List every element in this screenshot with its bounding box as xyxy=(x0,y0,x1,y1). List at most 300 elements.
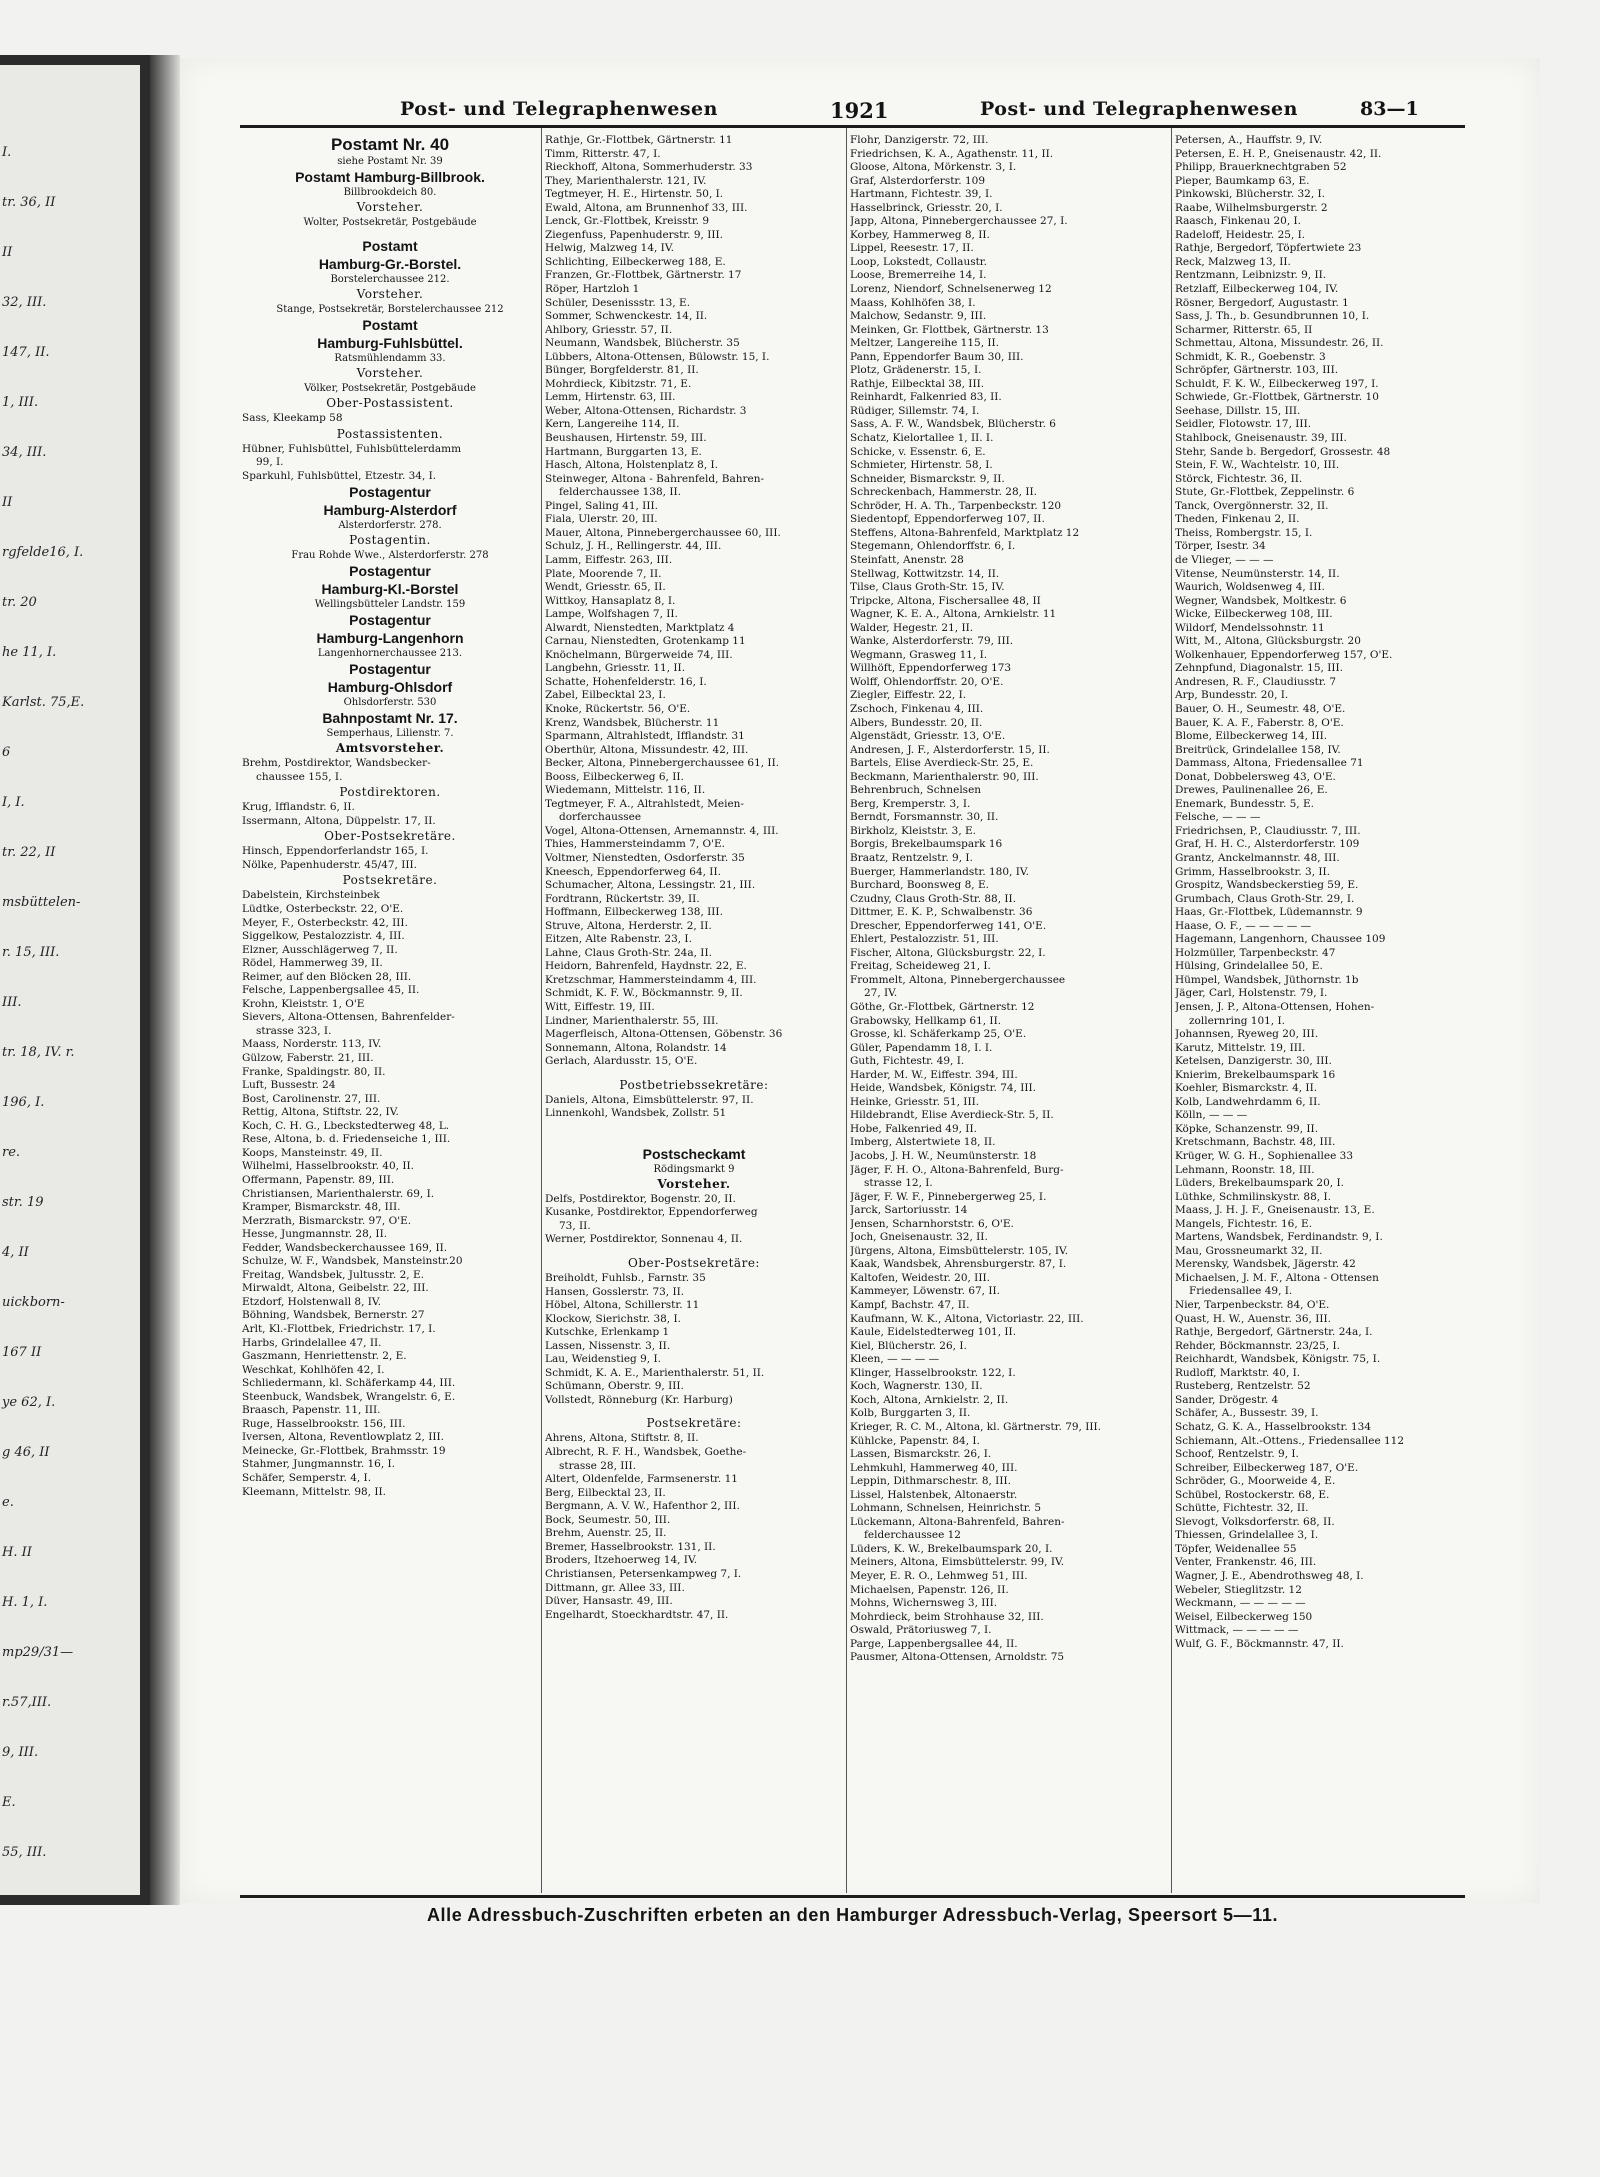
directory-entry: Merzrath, Bismarckstr. 97, O'E. xyxy=(242,1214,412,1227)
directory-entry: Schröder, G., Moorweide 4, E. xyxy=(1175,1475,1336,1488)
office-heading: Hamburg-Kl.-Borstel xyxy=(321,581,459,598)
directory-entry: Ziegenfuss, Papenhuderstr. 9, III. xyxy=(545,228,723,241)
directory-entry: Loose, Bremerreihe 14, I. xyxy=(850,269,987,282)
directory-entry: Michaelsen, J. M. F., Altona - Ottensen xyxy=(1175,1271,1379,1284)
directory-entry: de Vlieger, — — — xyxy=(1175,553,1274,566)
directory-entry: Ahrens, Altona, Stiftstr. 8, II. xyxy=(545,1432,699,1445)
column-separator xyxy=(541,128,542,1893)
directory-entry: Böhning, Wandsbek, Bernerstr. 27 xyxy=(242,1309,425,1322)
directory-entry: Quast, H. W., Auenstr. 36, III. xyxy=(1175,1312,1332,1325)
directory-entry: Imberg, Alstertwiete 18, II. xyxy=(850,1136,996,1149)
directory-entry: Kammeyer, Löwenstr. 67, II. xyxy=(850,1285,1000,1298)
directory-entry: Kühlcke, Papenstr. 84, I. xyxy=(850,1434,980,1447)
directory-entry: 99, I. xyxy=(256,456,284,469)
directory-entry: Holzmüller, Tarpenbeckstr. 47 xyxy=(1175,946,1336,959)
directory-entry: Wanke, Alsterdorferstr. 79, III. xyxy=(850,635,1014,648)
directory-entry: Rathje, Eilbecktal 38, III. xyxy=(850,377,985,390)
directory-entry: Parge, Lappenbergsallee 44, II. xyxy=(850,1637,1018,1650)
office-heading: Hamburg-Fuhlsbüttel. xyxy=(317,335,463,351)
column-separator xyxy=(1171,128,1172,1893)
directory-entry: Sonnemann, Altona, Rolandstr. 14 xyxy=(545,1041,727,1054)
directory-entry: Krohn, Kleiststr. 1, O'E xyxy=(242,997,365,1010)
directory-entry: Sievers, Altona-Ottensen, Bahrenfelder- xyxy=(242,1011,455,1024)
directory-entry: Andresen, R. F., Claudiusstr. 7 xyxy=(1175,675,1337,688)
directory-entry: Stellwag, Kottwitzstr. 14, II. xyxy=(850,567,1000,580)
directory-entry: Törper, Isestr. 34 xyxy=(1175,540,1266,553)
directory-entry: Rathje, Bergedorf, Töpfertwiete 23 xyxy=(1175,242,1362,255)
directory-entry: Pinkowski, Blücherstr. 32, I. xyxy=(1175,188,1326,201)
header-rule xyxy=(240,125,1465,128)
directory-entry: Bartels, Elise Averdieck-Str. 25, E. xyxy=(850,757,1034,770)
directory-entry: Töpfer, Weidenallee 55 xyxy=(1175,1542,1297,1555)
directory-entry: Langbehn, Griesstr. 11, II. xyxy=(545,662,686,675)
directory-entry: Brehm, Auenstr. 25, II. xyxy=(545,1527,667,1540)
directory-entry: Thies, Hammersteindamm 7, O'E. xyxy=(545,838,725,851)
directory-entry: Arlt, Kl.-Flottbek, Friedrichstr. 17, I. xyxy=(242,1322,436,1335)
directory-entry: Lahne, Claus Groth-Str. 24a, II. xyxy=(545,946,712,959)
directory-entry: Albrecht, R. F. H., Wandsbek, Goethe- xyxy=(545,1446,747,1459)
office-heading: Postagentur xyxy=(349,612,431,629)
directory-entry: Wulf, G. F., Böckmannstr. 47, II. xyxy=(1175,1637,1344,1650)
directory-entry: Schumacher, Altona, Lessingstr. 21, III. xyxy=(545,879,756,892)
directory-entry: Hinsch, Eppendorferlandstr 165, I. xyxy=(242,845,429,858)
role-heading: Vorsteher. xyxy=(356,366,424,380)
directory-entry: Witt, M., Altona, Glücksburgstr. 20 xyxy=(1175,635,1361,648)
left-page-fragment: re. xyxy=(2,1145,21,1160)
directory-entry: Grabowsky, Hellkamp 61, II. xyxy=(850,1014,1002,1027)
directory-entry: Lübbers, Altona-Ottensen, Bülowstr. 15, I. xyxy=(545,350,770,363)
office-heading: Postagentur xyxy=(349,563,431,580)
directory-entry: Plate, Moorende 7, II. xyxy=(545,567,662,580)
directory-entry: Werner, Postdirektor, Sonnenau 4, II. xyxy=(545,1233,743,1246)
left-page-fragment: 32, III. xyxy=(2,295,47,310)
spacer xyxy=(545,1069,843,1077)
directory-entry: Philipp, Brauerknechtgraben 52 xyxy=(1175,161,1347,174)
directory-entry: Martens, Wandsbek, Ferdinandstr. 9, I. xyxy=(1175,1231,1383,1244)
directory-entry: Sass, A. F. W., Wandsbek, Blücherstr. 6 xyxy=(850,418,1056,431)
directory-entry: Schäfer, A., Bussestr. 39, I. xyxy=(1175,1407,1319,1420)
office-address: Alsterdorferstr. 278. xyxy=(338,520,442,532)
directory-entry: Koch, Wagnerstr. 130, II. xyxy=(850,1380,983,1393)
directory-entry: Breitrück, Grindelallee 158, IV. xyxy=(1175,743,1341,756)
directory-entry: Krenz, Wandsbek, Blücherstr. 11 xyxy=(545,716,720,729)
directory-entry: Raabe, Wilhelmsburgerstr. 2 xyxy=(1175,201,1328,214)
directory-entry: Steinfatt, Anenstr. 28 xyxy=(850,553,964,566)
directory-entry: Pann, Eppendorfer Baum 30, III. xyxy=(850,350,1024,363)
directory-entry: Iversen, Altona, Reventlowplatz 2, III. xyxy=(242,1431,445,1444)
directory-entry: strasse 12, I. xyxy=(864,1177,933,1190)
directory-entry: Bremer, Hasselbrookstr. 131, II. xyxy=(545,1540,716,1553)
directory-entry: Hasch, Altona, Holstenplatz 8, I. xyxy=(545,459,718,472)
directory-entry: Kneesch, Eppendorferweg 64, II. xyxy=(545,865,721,878)
directory-entry: Kaltofen, Weidestr. 20, III. xyxy=(850,1271,990,1284)
directory-entry: Vitense, Neumünsterstr. 14, II. xyxy=(1175,567,1340,580)
role-heading: Postagentin. xyxy=(349,533,431,548)
directory-entry: Stahlbock, Gneisenaustr. 39, III. xyxy=(1175,432,1347,445)
directory-entry: Rettig, Altona, Stiftstr. 22, IV. xyxy=(242,1106,399,1119)
directory-entry: Daniels, Altona, Eimsbüttelerstr. 97, II. xyxy=(545,1093,754,1106)
office-heading: Hamburg-Langenhorn xyxy=(316,630,464,647)
role-heading: Postbetriebssekretäre: xyxy=(619,1077,769,1092)
directory-entry: Jacobs, J. H. W., Neumünsterstr. 18 xyxy=(850,1150,1037,1163)
directory-entry: zollernring 101, I. xyxy=(1189,1014,1285,1027)
directory-entry: strasse 323, I. xyxy=(256,1024,332,1037)
directory-entry: Wegner, Wandsbek, Moltkestr. 6 xyxy=(1175,594,1347,607)
office-address: Semperhaus, Lilienstr. 7. xyxy=(326,728,454,740)
directory-entry: Borgis, Brekelbaumspark 16 xyxy=(850,838,1003,851)
left-page-fragment: tr. 22, II xyxy=(2,845,56,860)
directory-entry: Zschoch, Finkenau 4, III. xyxy=(850,702,984,715)
directory-entry: Kampf, Bachstr. 47, II. xyxy=(850,1299,970,1312)
directory-entry: Nier, Tarpenbeckstr. 84, O'E. xyxy=(1175,1299,1330,1312)
spacer xyxy=(545,1137,843,1145)
directory-entry: Jäger, Carl, Holstenstr. 79, I. xyxy=(1175,987,1328,1000)
directory-entry: Loop, Lokstedt, Collaustr. xyxy=(850,255,988,268)
left-page-fragment: ye 62, I. xyxy=(2,1395,56,1410)
directory-entry: Sommer, Schwenckestr. 14, II. xyxy=(545,310,708,323)
directory-entry: Schmieter, Hirtenstr. 58, I. xyxy=(850,459,993,472)
directory-entry: Schulze, W. F., Wandsbek, Mansteinstr.20 xyxy=(242,1255,463,1268)
left-page-fragment: r.57,III. xyxy=(2,1695,52,1710)
directory-entry: Pieper, Baumkamp 63, E. xyxy=(1175,174,1310,187)
spacer xyxy=(545,1121,843,1129)
directory-entry: Schröpfer, Gärtnerstr. 103, III. xyxy=(1175,364,1339,377)
left-page-fragment: 196, I. xyxy=(2,1095,45,1110)
header-right-title: Post- und Telegraphenwesen xyxy=(980,98,1298,120)
directory-entry: Ewald, Altona, am Brunnenhof 33, III. xyxy=(545,201,748,214)
left-page-fragment: mp29/31— xyxy=(2,1645,74,1660)
directory-entry: Freitag, Scheideweg 21, I. xyxy=(850,960,991,973)
role-heading: Postsekretäre: xyxy=(646,1416,742,1431)
directory-entry: Harder, M. W., Eiffestr. 394, III. xyxy=(850,1068,1018,1081)
office-heading: Postscheckamt xyxy=(642,1145,746,1162)
left-page-fragment: 55, III. xyxy=(2,1845,47,1860)
directory-entry: Lehmkuhl, Hammerweg 40, III. xyxy=(850,1461,1018,1474)
directory-entry: Harbs, Grindelallee 47, II. xyxy=(242,1336,382,1349)
directory-entry: Friedensallee 49, I. xyxy=(1189,1285,1293,1298)
directory-entry: Wittmack, — — — — — xyxy=(1175,1624,1299,1637)
directory-entry: Rusteberg, Rentzelstr. 52 xyxy=(1175,1380,1311,1393)
directory-entry: Venter, Frankenstr. 46, III. xyxy=(1175,1556,1317,1569)
left-page-fragment: 147, II. xyxy=(2,345,50,360)
directory-entry: Lemm, Hirtenstr. 63, III. xyxy=(545,391,676,404)
directory-entry: Albers, Bundesstr. 20, II. xyxy=(850,716,983,729)
directory-entry: Leppin, Dithmarschestr. 8, III. xyxy=(850,1475,1011,1488)
role-heading: Postdirektoren. xyxy=(339,785,441,800)
directory-entry: Schuldt, F. K. W., Eilbeckerweg 197, I. xyxy=(1175,377,1379,390)
directory-entry: Jäger, F. H. O., Altona-Bahrenfeld, Burg- xyxy=(850,1163,1064,1176)
directory-entry: Lüdtke, Osterbeckstr. 22, O'E. xyxy=(242,903,404,916)
directory-entry: Ziegler, Eiffestr. 22, I. xyxy=(850,689,967,702)
directory-entry: Rehder, Böckmannstr. 23/25, I. xyxy=(1175,1339,1340,1352)
directory-entry: Retzlaff, Eilbeckerweg 104, IV. xyxy=(1175,283,1339,296)
directory-entry: Malchow, Sedanstr. 9, III. xyxy=(850,310,987,323)
directory-entry: Flohr, Danzigerstr. 72, III. xyxy=(850,134,989,146)
left-page-fragment: I, I. xyxy=(2,795,25,810)
directory-entry: Dittmer, E. K. P., Schwalbenstr. 36 xyxy=(850,906,1033,919)
directory-entry: Bergmann, A. V. W., Hafenthor 2, III. xyxy=(545,1500,740,1513)
directory-entry: Broders, Itzehoerweg 14, IV. xyxy=(545,1554,698,1567)
directory-entry: Witt, Eiffestr. 19, III. xyxy=(545,1001,655,1013)
directory-entry: Mangels, Fichtestr. 16, E. xyxy=(1175,1217,1313,1230)
directory-entry: Knierim, Brekelbaumspark 16 xyxy=(1175,1068,1336,1081)
directory-entry: Tanck, Overgönnerstr. 32, II. xyxy=(1175,499,1329,512)
left-page-fragment: he 11, I. xyxy=(2,645,57,660)
office-heading: Postamt xyxy=(362,238,418,254)
directory-entry: Meiners, Altona, Eimsbüttelerstr. 99, IV. xyxy=(850,1556,1065,1569)
directory-entry: 27, IV. xyxy=(864,987,898,1000)
directory-entry: Zehnpfund, Diagonalstr. 15, III. xyxy=(1175,662,1343,675)
directory-entry: Lampe, Wolfshagen 7, II. xyxy=(545,608,678,621)
directory-entry: Kleemann, Mittelstr. 98, II. xyxy=(242,1485,386,1498)
directory-entry: Ruge, Hasselbrookstr. 156, III. xyxy=(242,1417,406,1430)
directory-entry: Schmidt, K. F. W., Böckmannstr. 9, II. xyxy=(545,987,743,1000)
directory-entry: Rathje, Bergedorf, Gärtnerstr. 24a, I. xyxy=(1175,1326,1373,1339)
office-address: Wellingsbütteler Landstr. 159 xyxy=(314,599,466,611)
directory-entry: Fiala, Ulerstr. 20, III. xyxy=(545,513,658,526)
directory-entry: Lüders, Brekelbaumspark 20, I. xyxy=(1175,1177,1344,1190)
directory-entry: Schatte, Hohenfelderstr. 16, I. xyxy=(545,675,707,688)
directory-entry: Blome, Eilbeckerweg 14, III. xyxy=(1175,730,1328,743)
directory-entry: Tilse, Claus Groth-Str. 15, IV. xyxy=(850,581,1005,594)
left-page-fragment: 34, III. xyxy=(2,445,47,460)
directory-entry: Reimer, auf den Blöcken 28, III. xyxy=(242,970,412,983)
directory-entry: Lenck, Gr.-Flottbek, Kreisstr. 9 xyxy=(545,215,710,228)
directory-entry: Behrenbruch, Schnelsen xyxy=(850,784,982,797)
directory-entry: Pingel, Saling 41, III. xyxy=(545,499,658,512)
directory-entry: Fordtrann, Rückertstr. 39, II. xyxy=(545,892,700,905)
directory-entry: Schulz, J. H., Rellingerstr. 44, III. xyxy=(545,540,722,553)
directory-entry: Linnenkohl, Wandsbek, Zollstr. 51 xyxy=(545,1107,727,1120)
directory-entry: Graf, Alsterdorferstr. 109 xyxy=(850,174,986,187)
directory-entry: Theiss, Rombergstr. 15, I. xyxy=(1175,526,1313,539)
office-heading: Postamt Hamburg-Billbrook. xyxy=(295,169,485,185)
directory-entry: Wolff, Ohlendorffstr. 20, O'E. xyxy=(850,675,1004,688)
office-heading: Hamburg-Alsterdorf xyxy=(323,502,457,519)
directory-entry: Japp, Altona, Pinnebergerchaussee 27, I. xyxy=(850,215,1068,228)
left-page-fragment: r. 15, III. xyxy=(2,945,60,960)
directory-entry: Schicke, v. Essenstr. 6, E. xyxy=(850,445,986,458)
directory-entry: Hansen, Gosslerstr. 73, II. xyxy=(545,1285,685,1298)
directory-entry: Willhöft, Eppendorferweg 173 xyxy=(850,662,1012,675)
left-page-fragment: II xyxy=(2,245,13,260)
directory-entry: Neumann, Wandsbek, Blücherstr. 35 xyxy=(545,337,740,350)
directory-entry: Stehr, Sande b. Bergedorf, Grossestr. 48 xyxy=(1175,445,1391,458)
directory-entry: Karutz, Mittelstr. 19, III. xyxy=(1175,1041,1306,1054)
directory-entry: Schüler, Desenissstr. 13, E. xyxy=(545,296,691,309)
directory-entry: Waurich, Woldsenweg 4, III. xyxy=(1175,581,1325,594)
directory-entry: Göthe, Gr.-Flottbek, Gärtnerstr. 12 xyxy=(850,1001,1035,1013)
directory-entry: Felsche, — — — xyxy=(1175,811,1261,824)
directory-entry: Störck, Fichtestr. 36, II. xyxy=(1175,472,1303,485)
directory-entry: Graf, H. H. C., Alsterdorferstr. 109 xyxy=(1175,838,1360,851)
directory-entry: Bock, Seumestr. 50, III. xyxy=(545,1513,671,1526)
directory-entry: Ahlbory, Griesstr. 57, II. xyxy=(545,323,673,336)
directory-entry: Mirwaldt, Altona, Geibelstr. 22, III. xyxy=(242,1282,429,1295)
directory-entry: Helwig, Malzweg 14, IV. xyxy=(545,242,674,255)
directory-entry: Weckmann, — — — — — xyxy=(1175,1597,1306,1610)
directory-entry: Kaak, Wandsbek, Ahrensburgerstr. 87, I. xyxy=(850,1258,1067,1271)
directory-entry: Maass, Kohlhöfen 38, I. xyxy=(850,296,976,309)
directory-entry: Lassen, Bismarckstr. 26, I. xyxy=(850,1448,992,1461)
directory-entry: Grospitz, Wandsbeckerstieg 59, E. xyxy=(1175,879,1359,892)
directory-entry: Merensky, Wandsbek, Jägerstr. 42 xyxy=(1175,1258,1356,1271)
directory-entry: Steinweger, Altona - Bahrenfeld, Bahren- xyxy=(545,472,765,485)
directory-entry: Drescher, Eppendorferweg 141, O'E. xyxy=(850,919,1047,932)
office-address: Rödingsmarkt 9 xyxy=(653,1163,735,1175)
left-page-fragment: I. xyxy=(2,145,12,160)
directory-entry: Schneider, Bismarckstr. 9, II. xyxy=(850,472,1005,485)
directory-entry: Köpke, Schanzenstr. 99, II. xyxy=(1175,1122,1319,1135)
directory-entry: Lohmann, Schnelsen, Heinrichstr. 5 xyxy=(850,1502,1042,1515)
directory-entry: Maass, Norderstr. 113, IV. xyxy=(242,1038,382,1051)
directory-entry: Haase, O. F., — — — — — xyxy=(1175,919,1312,932)
directory-entry: Rösner, Bergedorf, Augustastr. 1 xyxy=(1175,296,1349,309)
directory-entry: Frommelt, Altona, Pinnebergerchaussee xyxy=(850,973,1066,986)
directory-entry: Lassen, Nissenstr. 3, II. xyxy=(545,1339,671,1352)
directory-entry: Hümpel, Wandsbek, Jüthornstr. 1b xyxy=(1175,973,1359,986)
directory-entry: Eitzen, Alte Rabenstr. 23, I. xyxy=(545,933,692,946)
spacer xyxy=(545,1247,843,1255)
directory-entry: Kaufmann, W. K., Altona, Victoriastr. 22, III. xyxy=(850,1312,1084,1325)
directory-entry: Schütte, Fichtestr. 32, II. xyxy=(1175,1502,1309,1515)
directory-entry: Rüdiger, Sillemstr. 74, I. xyxy=(850,404,980,417)
left-page-fragment: tr. 20 xyxy=(2,595,37,610)
directory-entry: Jensen, J. P., Altona-Ottensen, Hohen- xyxy=(1175,1001,1375,1013)
directory-entry: Rentzmann, Leibnizstr. 9, II. xyxy=(1175,269,1327,282)
directory-entry: Lückemann, Altona-Bahrenfeld, Bahren- xyxy=(850,1515,1065,1528)
directory-entry: Schmidt, K. R., Goebenstr. 3 xyxy=(1175,350,1326,363)
directory-entry: Seidler, Flotowstr. 17, III. xyxy=(1175,418,1312,431)
directory-entry: Lüthke, Schmilinskystr. 88, I. xyxy=(1175,1190,1331,1203)
directory-entry: Vogel, Altona-Ottensen, Arnemannstr. 4, III. xyxy=(545,824,779,837)
directory-entry: Mohrdieck, beim Strohhause 32, III. xyxy=(850,1610,1044,1623)
left-page-fragment: 6 xyxy=(2,745,11,760)
office-address: Frau Rohde Wwe., Alsterdorferstr. 278 xyxy=(291,550,489,562)
directory-entry: Beckmann, Marienthalerstr. 90, III. xyxy=(850,770,1039,783)
directory-entry: Kiel, Blücherstr. 26, I. xyxy=(850,1339,967,1352)
directory-entry: 73, II. xyxy=(559,1219,591,1232)
directory-entry: Petersen, E. H. P., Gneisenaustr. 42, II. xyxy=(1175,147,1382,160)
directory-entry: Schoof, Rentzelstr. 9, I. xyxy=(1175,1448,1299,1461)
directory-entry: Magerfleisch, Altona-Ottensen, Göbenstr. 36 xyxy=(545,1028,783,1041)
directory-entry: Stein, F. W., Wachtelstr. 10, III. xyxy=(1175,459,1340,472)
office-address: Ohlsdorferstr. 530 xyxy=(343,697,437,709)
directory-entry: Tripcke, Altona, Fischersallee 48, II xyxy=(850,594,1041,607)
left-page-fragment: 1, III. xyxy=(2,395,39,410)
directory-entry: Kern, Langereihe 114, II. xyxy=(545,418,680,431)
directory-entry: Kölln, — — — xyxy=(1175,1109,1248,1122)
directory-entry: Rese, Altona, b. d. Friedenseiche 1, III. xyxy=(242,1133,451,1146)
directory-entry: Hoffmann, Eilbeckerweg 138, III. xyxy=(545,906,723,919)
directory-entry: Heide, Wandsbek, Königstr. 74, III. xyxy=(850,1082,1037,1095)
left-page-fragment: tr. 36, II xyxy=(2,195,56,210)
spacer xyxy=(545,1407,843,1415)
directory-entry: Ketelsen, Danzigerstr. 30, III. xyxy=(1175,1055,1332,1068)
directory-entry: Tegtmeyer, H. E., Hirtenstr. 50, I. xyxy=(545,188,724,201)
role-heading: Vorsteher. xyxy=(356,287,424,301)
office-address: Billbrookdeich 80. xyxy=(343,187,437,198)
directory-entry: Brehm, Postdirektor, Wandsbecker- xyxy=(242,757,431,770)
directory-entry: Hübner, Fuhlsbüttel, Fuhlsbüttelerdamm xyxy=(242,442,462,455)
directory-entry: Lamm, Eiffestr. 263, III. xyxy=(545,553,673,566)
directory-entry: Gülzow, Faberstr. 21, III. xyxy=(242,1052,374,1065)
office-address: Borstelerchaussee 212. xyxy=(330,274,450,285)
directory-entry: Donat, Dobbelersweg 43, O'E. xyxy=(1175,770,1336,783)
left-page-fragment: g 46, II xyxy=(2,1445,50,1460)
directory-entry: Czudny, Claus Groth-Str. 88, II. xyxy=(850,892,1017,905)
role-heading: Ober-Postassistent. xyxy=(326,396,454,410)
directory-entry: Franke, Spaldingstr. 80, II. xyxy=(242,1065,386,1078)
directory-entry: Berg, Kremperstr. 3, I. xyxy=(850,797,971,810)
directory-entry: Nölke, Papenhuderstr. 45/47, III. xyxy=(242,858,418,871)
directory-entry: Sass, Kleekamp 58 xyxy=(242,412,343,424)
directory-entry: Thiessen, Grindelallee 3, I. xyxy=(1175,1529,1319,1542)
directory-entry: Timm, Ritterstr. 47, I. xyxy=(545,147,661,160)
directory-entry: Carnau, Nienstedten, Grotenkamp 11 xyxy=(545,635,746,648)
directory-entry: Andresen, J. F., Alsterdorferstr. 15, II. xyxy=(850,743,1050,756)
directory-entry: Raasch, Finkenau 20, I. xyxy=(1175,215,1301,228)
directory-entry: Wagner, J. E., Abendrothsweg 48, I. xyxy=(1175,1569,1364,1582)
directory-entry: dorferchaussee xyxy=(559,811,642,824)
directory-entry: Zabel, Eilbecktal 23, I. xyxy=(545,689,666,702)
office-heading: Postamt Nr. 40 xyxy=(330,135,450,154)
page-fold-shadow xyxy=(150,55,180,1905)
directory-entry: Hobe, Falkenried 49, II. xyxy=(850,1122,977,1135)
directory-entry: Theden, Finkenau 2, II. xyxy=(1175,513,1300,526)
directory-entry: Michaelsen, Papenstr. 126, II. xyxy=(850,1583,1009,1596)
directory-entry: Wittkoy, Hansaplatz 8, I. xyxy=(545,594,676,607)
role-heading: Vorsteher. xyxy=(356,200,424,214)
left-page-edge xyxy=(0,65,140,1895)
directory-entry: chaussee 155, I. xyxy=(256,770,343,783)
directory-entry: Oberthür, Altona, Missundestr. 42, III. xyxy=(545,743,749,756)
directory-entry: Heidorn, Bahrenfeld, Haydnstr. 22, E. xyxy=(545,960,747,973)
directory-entry: Schümann, Oberstr. 9, III. xyxy=(545,1380,684,1393)
left-page-fragment: Karlst. 75,E. xyxy=(2,695,85,710)
directory-entry: Schübel, Rostockerstr. 68, E. xyxy=(1175,1488,1330,1501)
directory-entry: Kolb, Burggarten 3, II. xyxy=(850,1407,971,1420)
directory-entry: Vollstedt, Rönneburg (Kr. Harburg) xyxy=(545,1393,733,1406)
directory-entry: Hesse, Jungmannstr. 28, II. xyxy=(242,1228,388,1241)
header-left-title: Post- und Telegraphenwesen xyxy=(400,98,718,120)
directory-entry: Koch, Altona, Arnkielstr. 2, II. xyxy=(850,1393,1009,1406)
directory-entry: Walder, Hegestr. 21, II. xyxy=(850,621,974,634)
directory-entry: Meltzer, Langereihe 115, II. xyxy=(850,337,1000,350)
directory-entry: Stegemann, Ohlendorffstr. 6, I. xyxy=(850,540,1016,553)
role-heading: Postassistenten. xyxy=(336,426,444,441)
directory-entry: Hasselbrinck, Griesstr. 20, I. xyxy=(850,201,1003,214)
directory-entry: Struve, Altona, Herderstr. 2, II. xyxy=(545,919,712,932)
column-2 xyxy=(545,134,843,1622)
directory-entry: Seehase, Dillstr. 15, III. xyxy=(1175,404,1301,417)
directory-entry: Sass, J. Th., b. Gesundbrunnen 10, I. xyxy=(1175,310,1370,323)
directory-entry: Wolkenhauer, Eppendorferweg 157, O'E. xyxy=(1175,648,1393,661)
role-heading: Postsekretäre. xyxy=(342,873,438,888)
directory-entry: Sander, Drögestr. 4 xyxy=(1175,1393,1279,1406)
directory-entry: Buerger, Hammerlandstr. 180, IV. xyxy=(850,865,1029,878)
directory-entry: Lindner, Marienthalerstr. 55, III. xyxy=(545,1014,719,1027)
directory-entry: Koops, Mansteinstr. 49, II. xyxy=(242,1146,383,1159)
directory-entry: Wildorf, Mendelssohnstr. 11 xyxy=(1175,621,1325,634)
directory-entry: Reck, Malzweg 13, II. xyxy=(1175,255,1291,268)
directory-entry: Oswald, Prätoriusweg 7, I. xyxy=(850,1624,992,1637)
directory-entry: Friedrichsen, P., Claudiusstr. 7, III. xyxy=(1175,824,1361,837)
directory-entry: Steenbuck, Wandsbek, Wrangelstr. 6, E. xyxy=(242,1390,456,1403)
directory-entry: Braasch, Papenstr. 11, III. xyxy=(242,1404,381,1417)
directory-entry: Booss, Eilbeckerweg 6, II. xyxy=(545,770,684,783)
left-page-fragment: rgfelde16, I. xyxy=(2,545,84,560)
